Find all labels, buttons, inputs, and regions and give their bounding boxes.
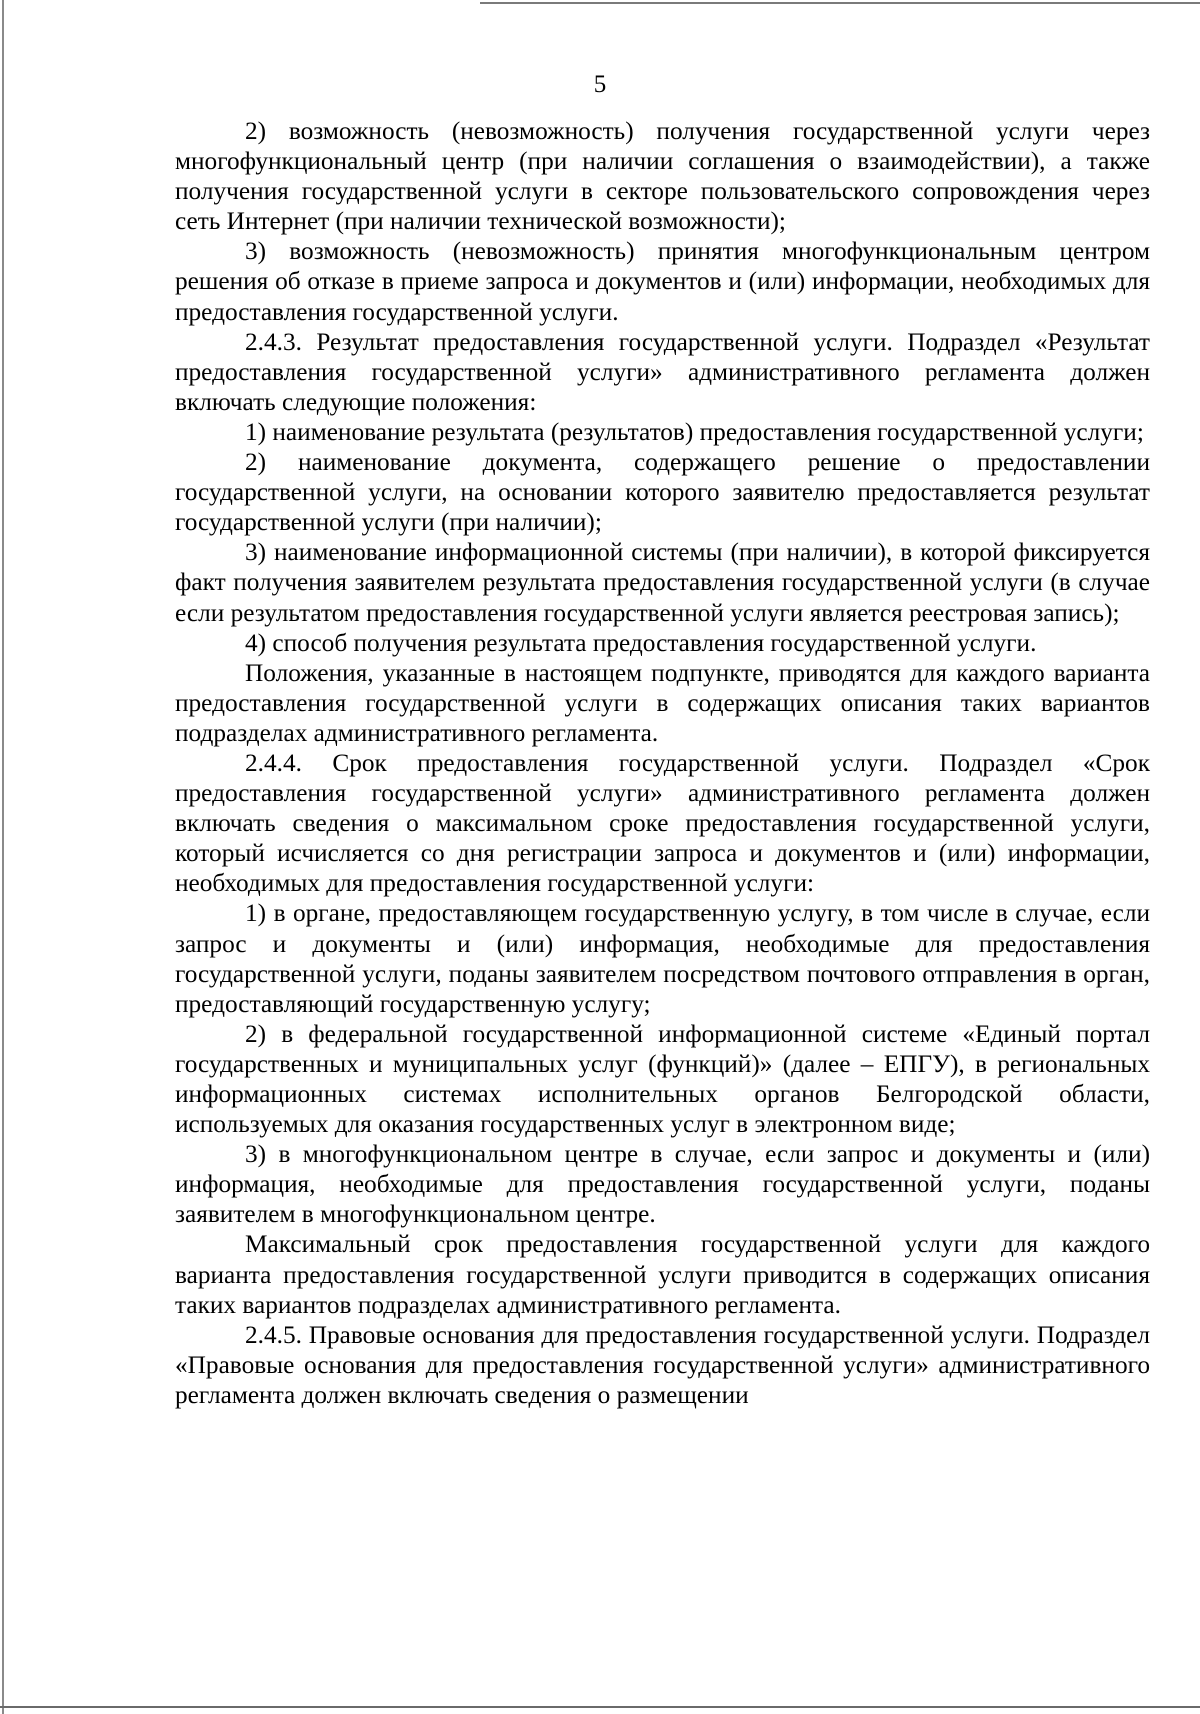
paragraph: 2) наименование документа, содержащего решение о предоставлении государственной услуги, на основании которого заявителю предоставляется результат государственной услуги (при наличии); <box>175 448 1150 537</box>
paragraph: 4) способ получения результата предоставления государственной услуги. <box>245 628 1037 657</box>
paragraph: 2) возможность (невозможность) получения государственной услуги через многофункциональный центр (при наличии соглашения о взаимодействии), а также получения государственной услуги в секторе пользовательского сопровождения через сеть Интернет (при наличии технической возможности); <box>175 117 1150 236</box>
document-body <box>175 116 1150 1410</box>
scan-edge-top <box>480 2 1200 4</box>
scan-edge-bottom <box>0 1706 1200 1708</box>
paragraph: 3) в многофункциональном центре в случае, если запрос и документы и (или) информация, необходимые для предоставления государственной услуги, поданы заявителем в многофункциональном центре. <box>175 1140 1150 1229</box>
scan-edge-left <box>2 0 4 1714</box>
paragraph: 1) наименование результата (результатов) предоставления государственной услуги; <box>245 417 1144 446</box>
paragraph: 2) в федеральной государственной информационной системе «Единый портал государственных и муниципальных услуг (функций)» (далее – ЕПГУ), в региональных информационных системах исполнительных органов Белгородской области, используемых для оказания государственных услуг в электронном виде; <box>175 1019 1150 1139</box>
paragraph: 2.4.5. Правовые основания для предоставления государственной услуги. Подраздел «Правовые основания для предоставления государственной услуги» административного регламента должен включать сведения о размещении <box>175 1320 1150 1409</box>
paragraph: 1) в органе, предоставляющем государственную услугу, в том числе в случае, если запрос и документы и (или) информация, необходимые для предоставления государственной услуги, поданы заявителем посредством почтового отправления в орган, предоставляющий государственную услугу; <box>175 899 1150 1018</box>
paragraph: 2.4.4. Срок предоставления государственной услуги. Подраздел «Срок предоставления государственной услуги» административного регламента должен включать сведения о максимальном сроке предоставления государственной услуги, который исчисляется со дня регистрации запроса и документов и (или) информации, необходимых для предоставления государственной услуги: <box>175 748 1150 898</box>
page-number: 5 <box>593 71 607 98</box>
paragraph: Положения, указанные в настоящем подпункте, приводятся для каждого варианта предоставления государственной услуги в содержащих описания таких вариантов подразделах административного регламента. <box>175 658 1150 747</box>
paragraph: 3) наименование информационной системы (при наличии), в которой фиксируется факт получения заявителем результата предоставления государственной услуги (в случае если результатом предоставления государственной услуги является реестровая запись); <box>175 538 1150 627</box>
paragraph: Максимальный срок предоставления государственной услуги для каждого варианта предоставления государственной услуги приводится в содержащих описания таких вариантов подразделах административного регламента. <box>175 1230 1150 1319</box>
paragraph: 2.4.3. Результат предоставления государственной услуги. Подраздел «Результат предоставления государственной услуги» административного регламента должен включать следующие положения: <box>175 327 1150 416</box>
paragraph: 3) возможность (невозможность) принятия многофункциональным центром решения об отказе в приеме запроса и документов и (или) информации, необходимых для предоставления государственной услуги. <box>175 237 1150 326</box>
